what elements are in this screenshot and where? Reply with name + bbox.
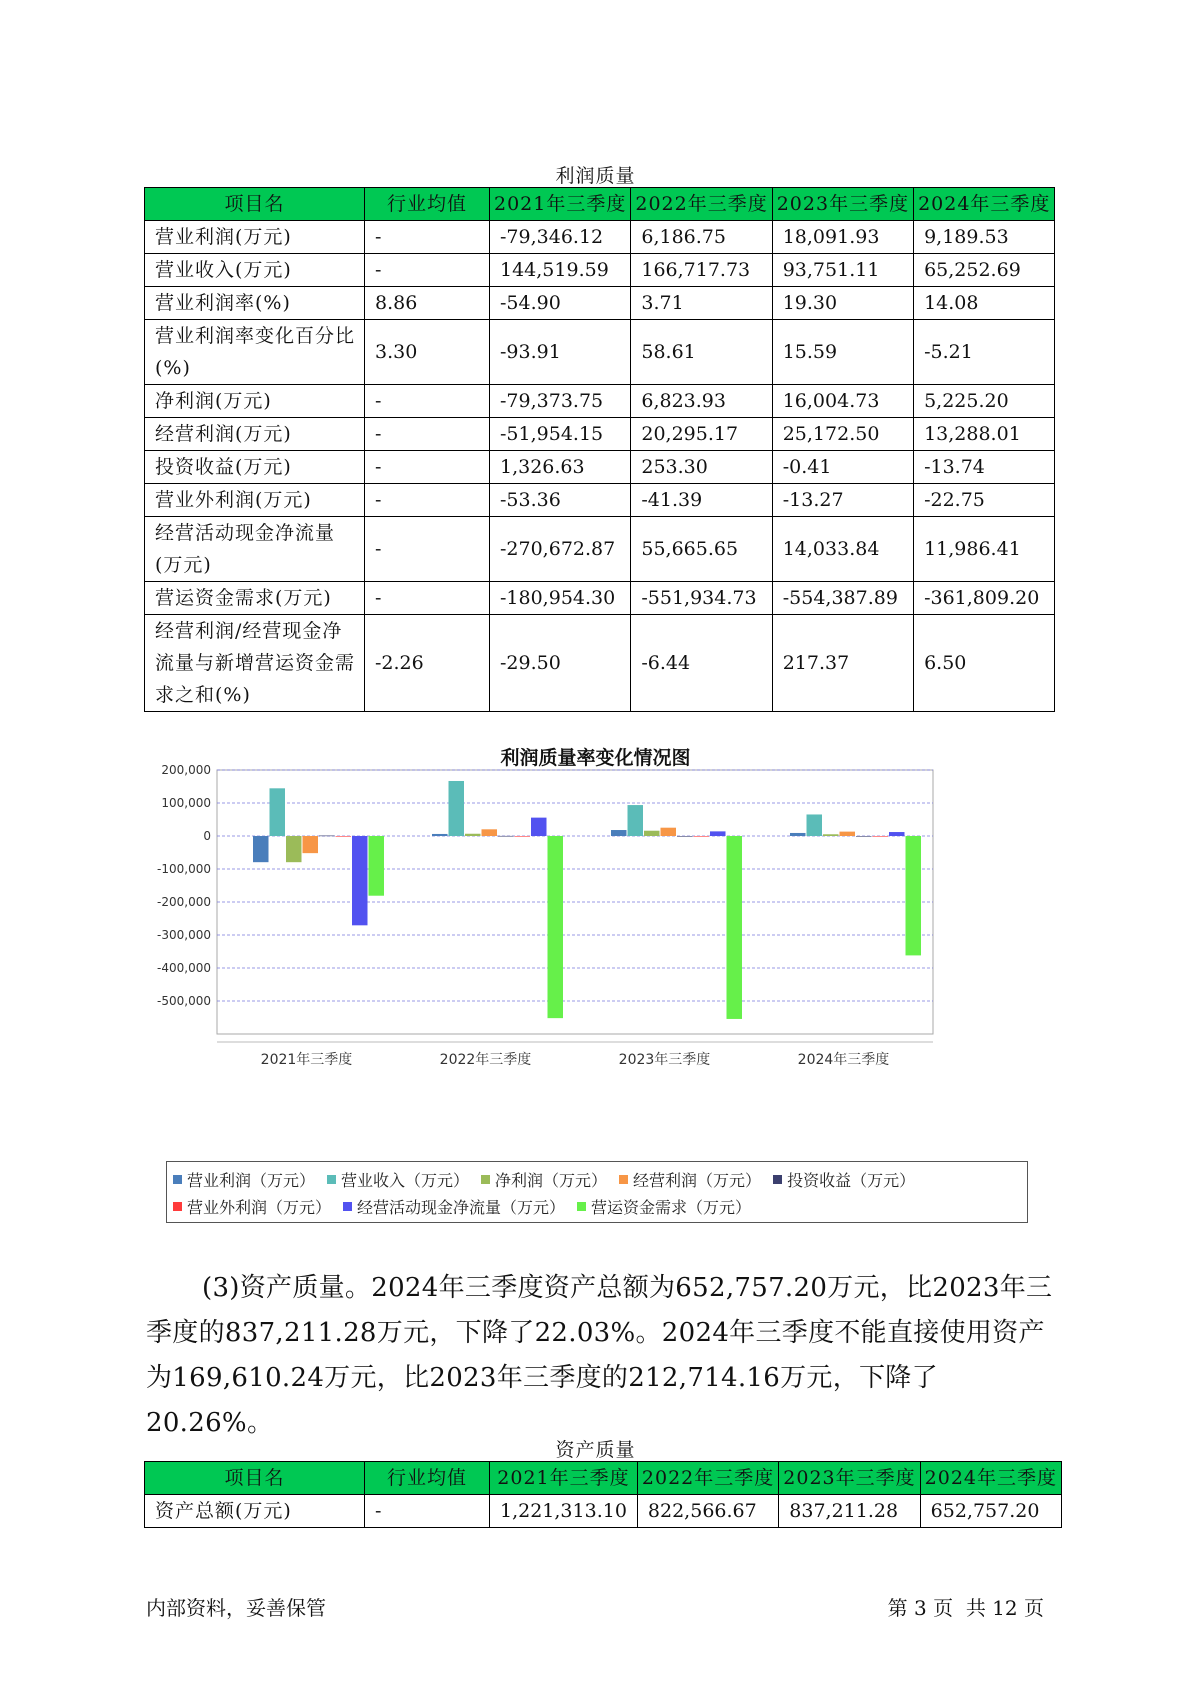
legend-item [577,1195,751,1218]
row-label: 营业外利润(万元) [145,484,365,517]
bar [873,836,889,837]
table-cell: 5,225.20 [914,385,1055,418]
table-cell: -13.27 [772,484,913,517]
header-cell: 2021年三季度 [490,1462,638,1495]
table-cell: -13.74 [914,451,1055,484]
table-cell: - [365,582,490,615]
y-tick-label: -100,000 [157,862,211,876]
table-cell: -29.50 [490,615,631,712]
table-cell: 6,823.93 [631,385,772,418]
bar [694,836,710,837]
table-cell: - [365,484,490,517]
table-cell: 217.37 [772,615,913,712]
table-cell: 18,091.93 [772,221,913,254]
table-cell: 14,033.84 [772,517,913,582]
header-cell: 2024年三季度 [920,1462,1061,1495]
table-cell: 822,566.67 [637,1495,778,1528]
table-cell: 1,326.63 [490,451,631,484]
asset-quality-table [144,1461,1062,1528]
y-tick-label: -400,000 [157,961,211,975]
header-cell: 2021年三季度 [490,188,631,221]
table-cell: -79,373.75 [490,385,631,418]
table-cell: 166,717.73 [631,254,772,287]
y-tick-label: -500,000 [157,994,211,1008]
table-row [145,615,1055,712]
legend-item [481,1168,607,1191]
x-tick-label: 2023年三季度 [618,1052,711,1068]
bar [465,834,481,836]
bar [352,836,368,925]
table-cell: - [365,221,490,254]
bar [677,836,693,837]
bar [548,836,564,1018]
legend-swatch [327,1175,336,1184]
table-cell: 3.30 [365,320,490,385]
table-row [145,1495,1062,1528]
table-cell: 837,211.28 [779,1495,920,1528]
chart-legend [166,1161,1028,1223]
bar [303,836,319,853]
legend-label: 经营利润（万元） [633,1170,762,1190]
legend-label: 营业收入（万元） [341,1170,470,1190]
table-cell: -5.21 [914,320,1055,385]
footer-confidential-note: 内部资料，妥善保管 [146,1596,326,1620]
table-cell: 93,751.11 [772,254,913,287]
table-cell: 19.30 [772,287,913,320]
row-label: 营运资金需求(万元) [145,582,365,615]
y-tick-label: 100,000 [161,796,211,810]
footer-page-number: 第 3 页 共 12 页 [887,1596,1044,1620]
bar [644,831,660,836]
bar [840,832,856,836]
bar [432,834,448,836]
y-tick-label: -200,000 [157,895,211,909]
table-cell: -54.90 [490,287,631,320]
bar [515,836,531,837]
table-cell: -361,809.20 [914,582,1055,615]
table-cell: 65,252.69 [914,254,1055,287]
asset-quality-paragraph: (3)资产质量。2024年三季度资产总额为652,757.20万元，比2023年三季度的837,211.28万元，下降了22.03%。2024年三季度不能直接使用资产为169,610.24万元，比2023年三季度的212,714.16万元，下降了20.26%。 [146,1273,1053,1438]
bar [531,818,547,836]
header-cell: 项目名 [145,1462,365,1495]
table-cell: 652,757.20 [920,1495,1061,1528]
profit-table-header-row [145,188,1055,221]
bar [823,834,839,836]
table-row [145,254,1055,287]
legend-item [619,1168,761,1191]
table-row [145,582,1055,615]
bar [906,836,922,955]
table-cell: 15.59 [772,320,913,385]
legend-label: 营业利润（万元） [187,1170,316,1190]
bar [628,805,644,836]
bar [270,788,286,836]
table-cell: 55,665.65 [631,517,772,582]
bar [336,836,352,837]
table-cell: 3.71 [631,287,772,320]
table-cell: -270,672.87 [490,517,631,582]
legend-label: 投资收益（万元） [787,1170,916,1190]
header-cell: 2023年三季度 [772,188,913,221]
table-cell: 14.08 [914,287,1055,320]
legend-label: 经营活动现金净流量（万元） [357,1197,566,1217]
table-cell: -180,954.30 [490,582,631,615]
legend-swatch [481,1175,490,1184]
profit-table-caption: 利润质量 [555,165,636,187]
bar [449,781,465,836]
bar [727,836,743,1019]
table-row [145,418,1055,451]
table-cell: 58.61 [631,320,772,385]
row-label: 营业收入(万元) [145,254,365,287]
row-label: 经营利润(万元) [145,418,365,451]
bar [611,830,627,836]
legend-row [173,1167,927,1191]
legend-label: 营业外利润（万元） [187,1197,332,1217]
y-tick-label: 0 [203,829,211,843]
table-cell: 20,295.17 [631,418,772,451]
x-tick-label: 2022年三季度 [439,1052,532,1068]
table-cell: -6.44 [631,615,772,712]
table-cell: 6.50 [914,615,1055,712]
header-cell: 2024年三季度 [914,188,1055,221]
table-cell: - [365,418,490,451]
table-cell: - [365,451,490,484]
table-cell: 13,288.01 [914,418,1055,451]
table-cell: -93.91 [490,320,631,385]
table-cell: 144,519.59 [490,254,631,287]
legend-row [173,1194,763,1218]
row-label: 营业利润率(%) [145,287,365,320]
legend-item [327,1168,469,1191]
bar [319,836,335,837]
legend-swatch [343,1202,352,1211]
table-cell: -53.36 [490,484,631,517]
bar [482,829,498,836]
row-label: 营业利润率变化百分比(%) [145,320,365,385]
legend-item [343,1195,565,1218]
table-cell: - [365,254,490,287]
legend-swatch [173,1175,182,1184]
legend-item [173,1168,315,1191]
legend-item [173,1195,331,1218]
table-cell: -2.26 [365,615,490,712]
legend-swatch [773,1175,782,1184]
table-cell: 253.30 [631,451,772,484]
bar [790,833,806,836]
header-cell: 2022年三季度 [637,1462,778,1495]
table-cell: -551,934.73 [631,582,772,615]
x-tick-label: 2021年三季度 [260,1052,353,1068]
bar [286,836,302,862]
table-cell: 1,221,313.10 [490,1495,638,1528]
table-cell: 25,172.50 [772,418,913,451]
bar [253,836,269,862]
table-cell: -554,387.89 [772,582,913,615]
legend-swatch [173,1202,182,1211]
legend-swatch [619,1175,628,1184]
table-cell: -22.75 [914,484,1055,517]
table-cell: 16,004.73 [772,385,913,418]
chart-title: 利润质量率变化情况图 [500,747,691,769]
table-cell: -0.41 [772,451,913,484]
table-row [145,221,1055,254]
profit-quality-table [144,187,1055,712]
asset-table-caption: 资产质量 [555,1439,636,1461]
table-cell: 11,986.41 [914,517,1055,582]
table-cell: - [365,1495,490,1528]
header-cell: 2023年三季度 [779,1462,920,1495]
header-cell: 项目名 [145,188,365,221]
header-cell: 行业均值 [365,1462,490,1495]
table-cell: 6,186.75 [631,221,772,254]
row-label: 资产总额(万元) [145,1495,365,1528]
bar [889,832,905,836]
table-row [145,517,1055,582]
bar [498,836,514,837]
table-cell: -51,954.15 [490,418,631,451]
profit-quality-chart [157,760,1045,1210]
y-tick-label: -300,000 [157,928,211,942]
header-cell: 2022年三季度 [631,188,772,221]
bar-chart-svg [157,760,1045,1140]
x-tick-label: 2024年三季度 [797,1052,890,1068]
legend-label: 营运资金需求（万元） [591,1197,752,1217]
table-row [145,484,1055,517]
asset-table-header-row [145,1462,1062,1495]
table-cell: - [365,517,490,582]
row-label: 净利润(万元) [145,385,365,418]
legend-label: 净利润（万元） [495,1170,608,1190]
bar [807,814,823,836]
table-cell: 9,189.53 [914,221,1055,254]
table-row [145,385,1055,418]
table-row [145,320,1055,385]
table-row [145,287,1055,320]
row-label: 投资收益(万元) [145,451,365,484]
header-cell: 行业均值 [365,188,490,221]
table-cell: - [365,385,490,418]
legend-swatch [577,1202,586,1211]
table-cell: 8.86 [365,287,490,320]
legend-item [773,1168,915,1191]
bar [856,836,872,837]
table-cell: -41.39 [631,484,772,517]
row-label: 经营利润/经营现金净流量与新增营运资金需求之和(%) [145,615,365,712]
bar [710,831,726,836]
row-label: 经营活动现金净流量(万元) [145,517,365,582]
table-cell: -79,346.12 [490,221,631,254]
y-tick-label: 200,000 [161,763,211,777]
table-row [145,451,1055,484]
bar [661,828,677,836]
bar [369,836,385,896]
row-label: 营业利润(万元) [145,221,365,254]
